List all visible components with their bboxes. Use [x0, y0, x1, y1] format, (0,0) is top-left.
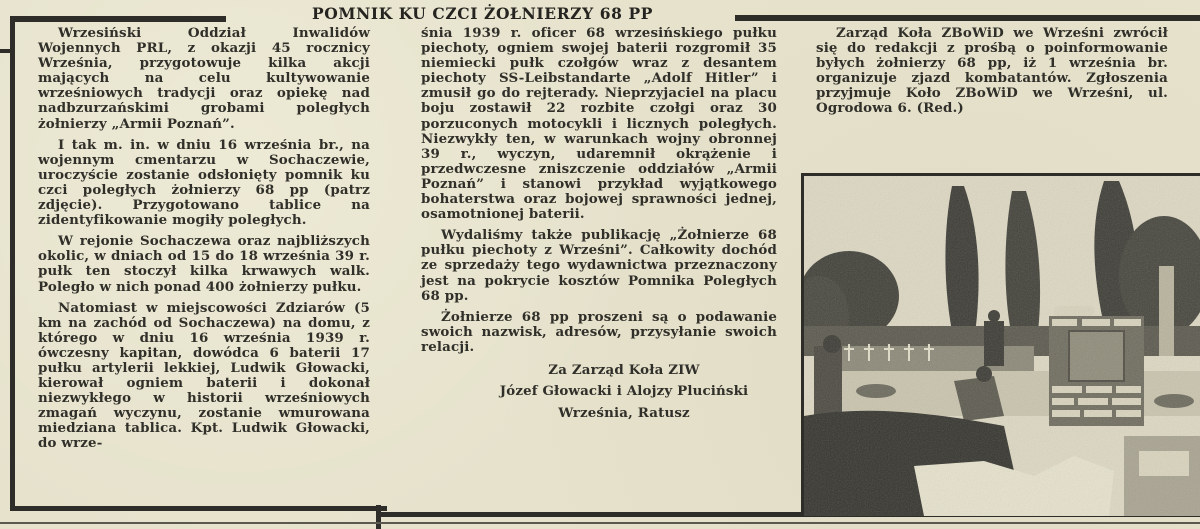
signature-names: Józef Głowacki i Alojzy Pluciński	[499, 383, 749, 400]
paragraph: Wydaliśmy także publikację „Żołnierze 68 pułku piechoty z Wrześni”. Całkowity dochód ze sprzedaży tego wydawnictwa przeznaczony jest na pokrycie kosztów Pomnika Poległych 68 pp.	[421, 227, 777, 304]
column-1	[38, 26, 370, 458]
signature	[421, 363, 777, 422]
paragraph: I tak m. in. w dniu 16 września br., na wojennym cmentarzu w Sochaczewie, uroczyście zostanie odsłonięty pomnik ku czci poległych żołnierzy 68 pp (patrz zdjęcie). Przygotowano tablice na zidentyfikowanie mogiły poległych.	[38, 136, 370, 229]
title-rule-right	[735, 15, 1200, 21]
page-edge-rule	[0, 522, 1200, 524]
bottom-tick	[376, 505, 381, 529]
paragraph: Wrzesiński Oddział Inwalidów Wojennych PRL, z okazji 45 rocznicy Września, przygotowuje kilka akcji mających na celu kultywowanie wrześniowych tradycji oraz opiekę nad nadbzurzańskimi grobami poległych żołnierzy „Armii Poznań”.	[38, 25, 370, 132]
paragraph-text: Zarząd Koła ZBoWiD we Wrześni zwrócił się do redakcji z prośbą o poinformowanie byłych żołnierzy 68 pp, iż 1 września br. organizuje zjazd kombatantów. Zgłoszenia przyjmuje Koło ZBoWiD we Wrześni, ul. Ogrodowa 6.	[816, 25, 1168, 117]
paragraph: Natomiast w miejscowości Zdziarów (5 km na zachód od Sochaczewa) na domu, z którego w dniu 16 września 1939 r. ówczesny kapitan, dowódca 6 baterii 17 pułku artylerii lekkiej, Ludwik Głowacki, kierował ogniem baterii i dokonał niezwykłego w historii wrześniowych zmagań wyczynu, zostanie wmurowana miedziana tablica. Kpt. Ludwik Głowacki, do wrze-	[38, 299, 370, 452]
paragraph	[816, 26, 1168, 117]
photo-image	[804, 176, 1200, 516]
column-3	[816, 26, 1168, 123]
column-2	[421, 26, 777, 427]
editor-note: (Red.)	[916, 100, 964, 117]
signature-line: Za Zarząd Koła ZIW	[548, 361, 700, 378]
paragraph: W rejonie Sochaczewa oraz najbliższych okolic, w dniach od 15 do 18 września 39 r. pułk ten stoczył kilka krwawych walk. Poległo w nich ponad 400 żołnierzy pułku.	[38, 233, 370, 295]
signature-place: Września, Ratusz	[558, 404, 690, 421]
article-title: POMNIK KU CZCI ŻOŁNIERZY 68 PP	[311, 4, 654, 23]
paragraph: śnia 1939 r. oficer 68 wrzesińskiego pułku piechoty, ogniem swojej baterii rozgromił 35 niemiecki pułk czołgów wraz z desantem piechoty SS-Leibstandarte „Adolf Hitler” i zmusił go do rejterady. Nieprzyjaciel na placu boju zostawił 22 rozbite czołgi oraz 30 porzuconych motocykli i licznych poległych. Niezwykły ten, w warunkach wojny obronnej 39 r., wyczyn, udaremnił okrążenie i przedwczesne zniszczenie oddziałów „Armii Poznań” i stanowi przykład wyjątkowego bohaterstwa oraz bojowej sprawności jednej, osamotnionej baterii.	[421, 25, 777, 223]
paragraph: Żołnierze 68 pp proszeni są o podawanie swoich nazwisk, adresów, przysyłanie swoich relacji.	[421, 308, 777, 355]
monument-photo	[801, 173, 1200, 516]
frame-tick	[0, 49, 12, 53]
